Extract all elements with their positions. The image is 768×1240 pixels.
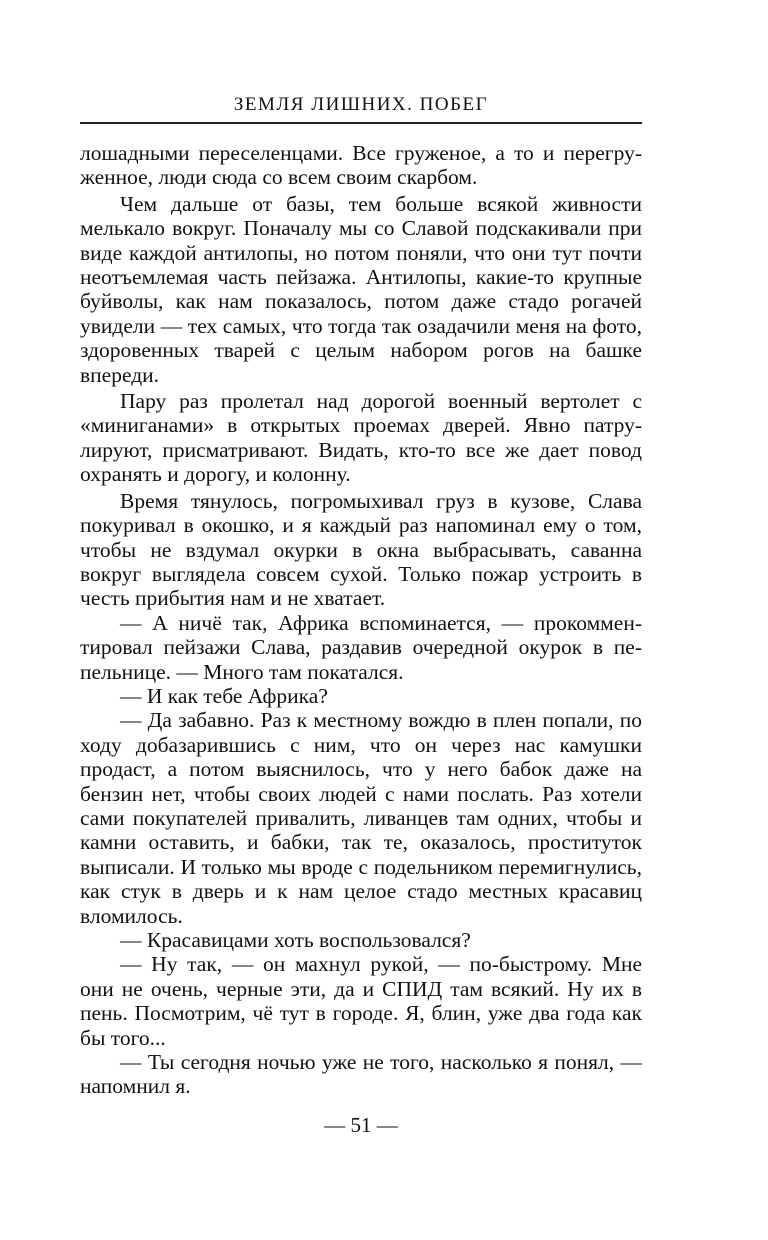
page-number: — 51 —	[324, 1113, 398, 1137]
paragraph: — А ничё так, Африка вспоминается, — прокомментировал пейзажи Слава, раздавив очередной окурок в пепельнице. — Много там покатался.	[80, 610, 642, 684]
paragraph: Время тянулось, погромыхивал груз в кузове, Слава покуривал в окошко, и я каждый раз напоминал ему о том, чтобы не вздумал окурки в окна выбрасывать, саванна вокруг выглядела совсем сухой. Только пожар устроить в честь прибытия нам и не хватает.	[80, 488, 642, 611]
paragraph: — Ну так, — он махнул рукой, — по-быстрому. Мне они не очень, черные эти, да и СПИД там всякий. Ну их в пень. Посмотрим, чё тут в городе. Я, блин, уже два года как бы того...	[80, 952, 642, 1050]
paragraph: Чем дальше от базы, тем больше всякой живности мелькало вокруг. Поначалу мы со Славой подскакивали при виде каждой антилопы, но потом поняли, что они тут почти неотъемлемая часть пейзажа. Антилопы, какие-то крупные буйволы, как нам показалось, потом даже стадо рогачей увидели — тех самых, что тогда так озадачили меня на фото, здоровенных тварей с целым набором рогов на башке впереди.	[80, 191, 642, 387]
paragraph: — И как тебе Африка?	[120, 683, 328, 708]
paragraph: — Ты сегодня ночью уже не того, насколько я понял, — напомнил я.	[80, 1050, 642, 1099]
paragraph: — Красавицами хоть воспользовался?	[120, 928, 471, 952]
body-text	[80, 141, 642, 1099]
running-title: ЗЕМЛЯ ЛИШНИХ. ПОБЕГ	[233, 94, 489, 115]
paragraph: — Да забавно. Раз к местному вождю в плен попали, по ходу добазарившись с ним, что он через нас камушки продаст, а потом выяснилось, что у него бабок даже на бензин нет, чтобы своих людей с нами послать. Раз хотели сами покупателей привалить, ливанцев там одних, чтобы и камни оставить, и бабки, так те, оказалось, проституток выписали. И только мы вроде с подельником перемигнулись, как стук в дверь и к нам целое стадо местных красавиц вломилось.	[80, 708, 642, 928]
paragraph: лошадными переселенцами. Все груженое, а то и перегруженное, люди сюда со всем своим скарбом.	[80, 141, 642, 190]
header-rule	[80, 122, 642, 124]
paragraph: Пару раз пролетал над дорогой военный вертолет с «миниганами» в открытых проемах дверей. Явно патрулируют, присматривают. Видать, кто-то все же дает повод охранять и дорогу, и колонну.	[80, 389, 642, 487]
